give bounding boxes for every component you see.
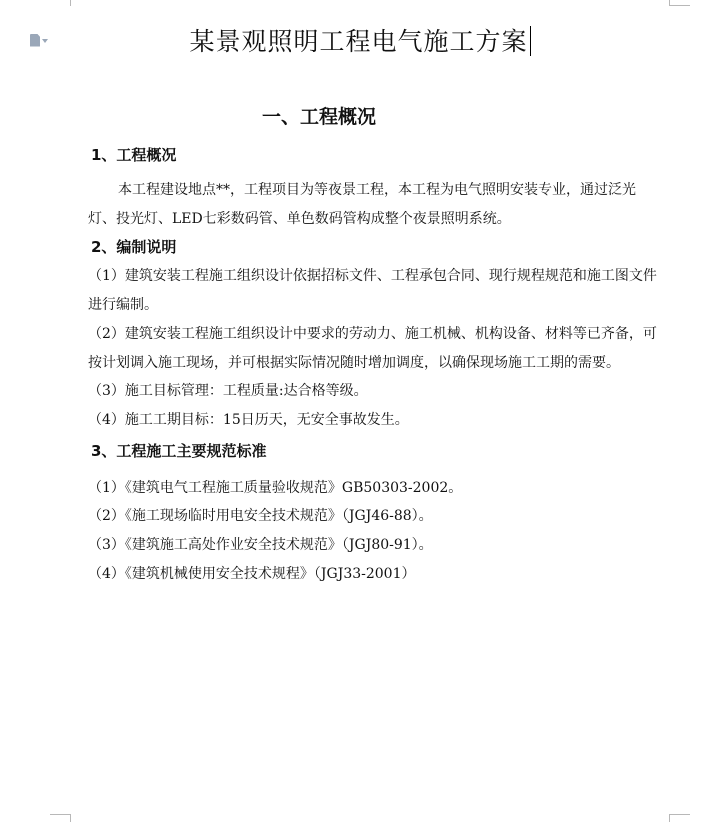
crop-mark-bottom-left-h bbox=[50, 814, 70, 815]
paragraph: 本工程建设地点**，工程项目为等夜景工程，本工程为电气照明安装专业，通过泛光灯、投光灯、LED七彩数码管、单色数码管构成整个夜景照明系统。 bbox=[88, 182, 636, 227]
section-heading-2: 2、编制说明 bbox=[91, 238, 177, 256]
text-cursor bbox=[530, 26, 531, 56]
paragraph: （1）建筑安装工程施工组织设计依据招标文件、工程承包合同、现行规程规范和施工图文件进行编制。 bbox=[88, 268, 657, 313]
document-title: 某景观照明工程电气施工方案 bbox=[0, 22, 720, 58]
section-heading-1: 1、工程概况 bbox=[91, 146, 177, 164]
crop-mark-bottom-right-h bbox=[670, 814, 690, 815]
crop-mark-top-left bbox=[70, 0, 71, 6]
crop-mark-bottom-right bbox=[669, 814, 670, 822]
paragraph: （3）施工目标管理：工程质量:达合格等级。 bbox=[88, 383, 368, 399]
paragraph: （4）施工工期目标：15日历天，无安全事故发生。 bbox=[88, 412, 409, 428]
list-item: （2）《施工现场临时用电安全技术规范》（JGJ46-88）。 bbox=[88, 508, 433, 524]
section-heading-3: 3、工程施工主要规范标准 bbox=[91, 442, 267, 460]
paragraph: （2）建筑安装工程施工组织设计中要求的劳动力、施工机械、机构设备、材料等已齐备，可按计划调入施工现场，并可根据实际情况随时增加调度，以确保现场施工工期的需要。 bbox=[88, 326, 657, 371]
list-item: （1）《建筑电气工程施工质量验收规范》GB50303-2002。 bbox=[88, 480, 463, 496]
crop-mark-bottom-left bbox=[70, 814, 71, 822]
list-item: （3）《建筑施工高处作业安全技术规范》（JGJ80-91）。 bbox=[88, 537, 433, 553]
crop-mark-top-right-h bbox=[670, 5, 690, 6]
list-item: （4）《建筑机械使用安全技术规程》（JGJ33-2001） bbox=[88, 566, 416, 582]
chapter-heading: 一、工程概况 bbox=[262, 106, 377, 128]
